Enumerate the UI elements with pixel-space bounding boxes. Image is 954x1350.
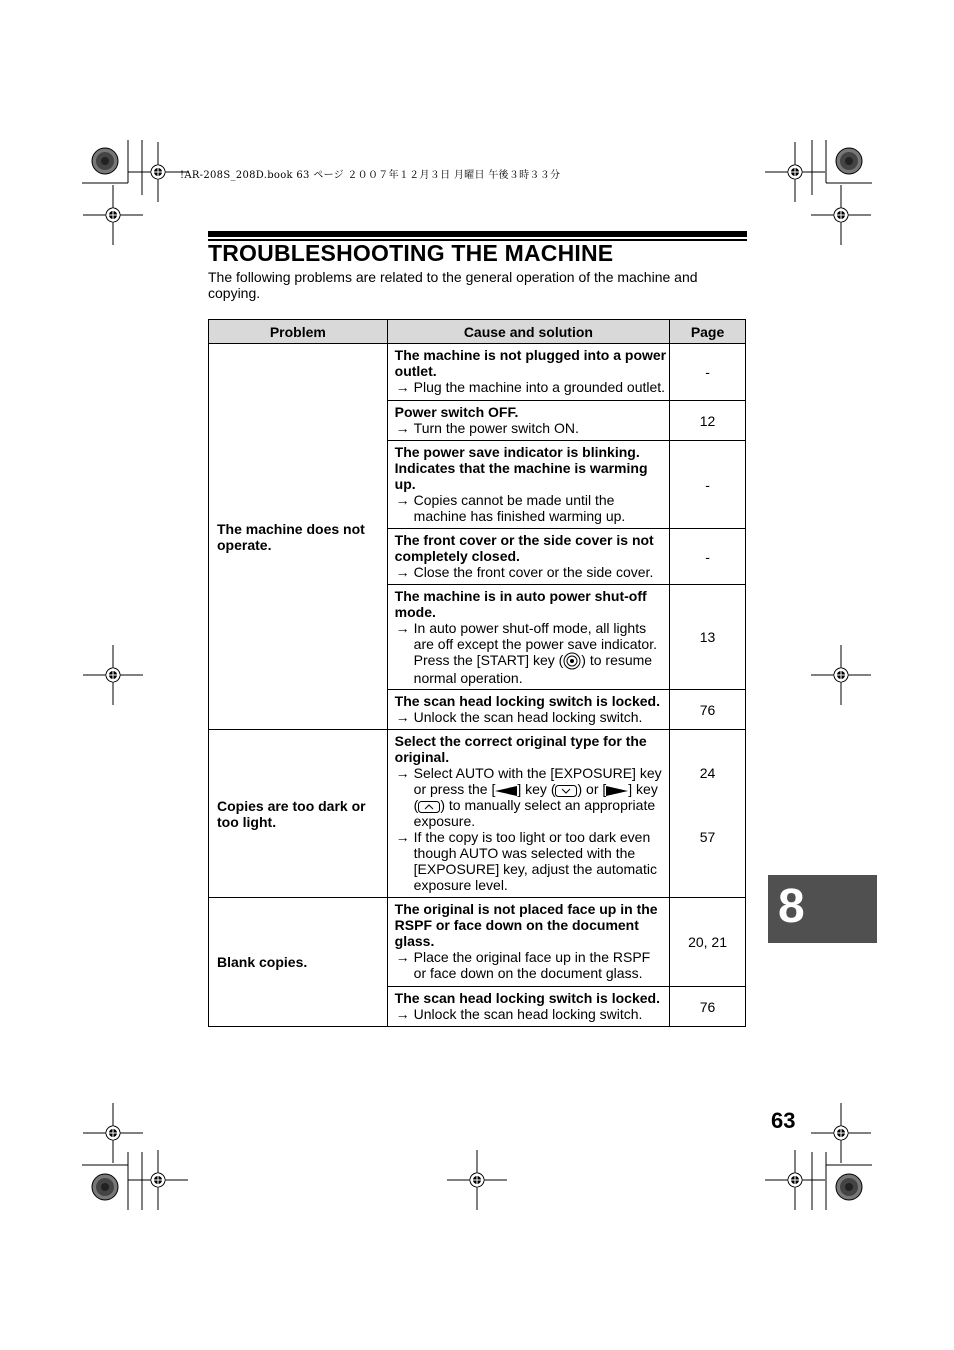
page-ref: - bbox=[670, 344, 746, 401]
solution-text: Copies cannot be made until the machine has finished warming up. bbox=[413, 492, 626, 524]
problem-cell: Blank copies. bbox=[209, 898, 388, 1027]
chapter-tab bbox=[768, 875, 877, 943]
arrow-icon: → bbox=[395, 709, 410, 726]
arrow-icon: → bbox=[395, 1006, 410, 1023]
cause-cell bbox=[387, 690, 669, 730]
page-ref: 20, 21 bbox=[670, 898, 746, 987]
cause-cell bbox=[387, 401, 669, 441]
solution-line bbox=[395, 620, 666, 686]
page-ref: - bbox=[670, 441, 746, 529]
cause-title: Power switch OFF. bbox=[394, 404, 519, 420]
solution-text-cont: ] key ( bbox=[413, 781, 658, 814]
solution-text: If the copy is too light or too dark even though AUTO was selected with the [EXPOSURE] key, adjust the automatic exposure level. bbox=[413, 829, 657, 894]
solution-text-cont: ) to resume normal operation. bbox=[413, 652, 653, 687]
page-ref: 13 bbox=[670, 585, 746, 690]
cause-title: The scan head locking switch is locked. bbox=[394, 990, 660, 1007]
column-header-page: Page bbox=[670, 320, 746, 344]
arrow-icon: → bbox=[395, 949, 410, 966]
solution-text-cont: ) or [ bbox=[577, 781, 607, 798]
solution-line bbox=[395, 949, 666, 981]
solution-text: Close the front cover or the side cover. bbox=[413, 564, 654, 580]
exposure-darker-key-icon bbox=[418, 801, 440, 813]
page-ref: 57 bbox=[699, 829, 716, 846]
problem-cell: The machine does not operate. bbox=[209, 344, 388, 730]
solution-line bbox=[395, 420, 666, 436]
cause-title: The machine is in auto power shut-off mode. bbox=[394, 588, 647, 620]
page-number: 63 bbox=[771, 1108, 796, 1133]
arrow-icon: → bbox=[395, 492, 410, 508]
table-row bbox=[209, 344, 746, 401]
solution-line bbox=[395, 709, 666, 725]
solution-line bbox=[395, 379, 666, 395]
page-ref: 76 bbox=[670, 987, 746, 1027]
cause-title: The machine is not plugged into a power outlet. bbox=[394, 347, 667, 379]
cause-title: Select the correct original type for the original. bbox=[394, 733, 647, 766]
solution-text: Unlock the scan head locking switch. bbox=[413, 1006, 643, 1023]
cause-cell bbox=[387, 529, 669, 585]
solution-line bbox=[395, 765, 666, 829]
page-ref: 24 bbox=[699, 765, 716, 782]
problem-cell: Copies are too dark or too light. bbox=[209, 730, 388, 898]
arrow-icon: → bbox=[395, 420, 410, 436]
solution-text: Turn the power switch ON. bbox=[413, 420, 579, 436]
page-title: TROUBLESHOOTING THE MACHINE bbox=[208, 240, 614, 266]
start-key-icon bbox=[563, 652, 581, 670]
solution-line bbox=[395, 492, 666, 524]
cause-cell bbox=[387, 730, 669, 898]
page-ref: - bbox=[670, 529, 746, 585]
arrow-icon: → bbox=[395, 620, 410, 636]
cause-cell bbox=[387, 344, 669, 401]
solution-line bbox=[395, 829, 666, 893]
cause-cell bbox=[387, 898, 669, 987]
page-ref: 76 bbox=[670, 690, 746, 730]
solution-text: Unlock the scan head locking switch. bbox=[413, 709, 643, 726]
cause-title: The front cover or the side cover is not completely closed. bbox=[394, 532, 654, 564]
solution-text: Place the original face up in the RSPF or face down on the document glass. bbox=[413, 949, 651, 982]
arrow-icon: → bbox=[395, 765, 410, 782]
cause-title: The power save indicator is blinking. Indicates that the machine is warming up. bbox=[394, 444, 648, 492]
page-ref-cell bbox=[670, 730, 746, 898]
cause-title: The original is not placed face up in the RSPF or face down on the document glass. bbox=[394, 901, 658, 950]
exposure-lighter-key-icon bbox=[555, 785, 577, 797]
solution-text: In auto power shut-off mode, all lights are off except the power save indicator. Press the [START] key ( bbox=[413, 620, 657, 668]
arrow-icon: → bbox=[395, 829, 410, 846]
cause-cell bbox=[387, 441, 669, 529]
page-ref: 12 bbox=[670, 401, 746, 441]
solution-text-cont: ) to manually select an appropriate exposure. bbox=[413, 797, 656, 830]
right-arrow-key-icon bbox=[606, 786, 628, 796]
arrow-icon: → bbox=[395, 564, 410, 580]
arrow-icon: → bbox=[395, 379, 410, 395]
title-rule-thick bbox=[208, 231, 747, 237]
chapter-number: 8 bbox=[778, 880, 805, 933]
left-arrow-key-icon bbox=[495, 786, 517, 796]
solution-line bbox=[395, 1006, 666, 1022]
table-row bbox=[209, 898, 746, 987]
column-header-cause: Cause and solution bbox=[387, 320, 669, 344]
solution-line bbox=[395, 564, 666, 580]
intro-paragraph: The following problems are related to the general operation of the machine and copying. bbox=[208, 269, 698, 301]
cause-cell bbox=[387, 987, 669, 1027]
solution-text-cont: ] key ( bbox=[517, 781, 556, 798]
troubleshooting-table bbox=[208, 319, 746, 1027]
table-header-row bbox=[209, 320, 746, 344]
cause-title: The scan head locking switch is locked. bbox=[394, 693, 660, 710]
print-header-line: !AR-208S_208D.book 63 ページ ２００７年１２月３日 月曜日 午後３時３３分 bbox=[180, 170, 561, 181]
solution-text: Plug the machine into a grounded outlet. bbox=[413, 379, 666, 395]
table-row bbox=[209, 730, 746, 898]
cause-cell bbox=[387, 585, 669, 690]
solution-text: Select AUTO with the [EXPOSURE] key or press the [ bbox=[413, 765, 662, 798]
column-header-problem: Problem bbox=[209, 320, 388, 344]
